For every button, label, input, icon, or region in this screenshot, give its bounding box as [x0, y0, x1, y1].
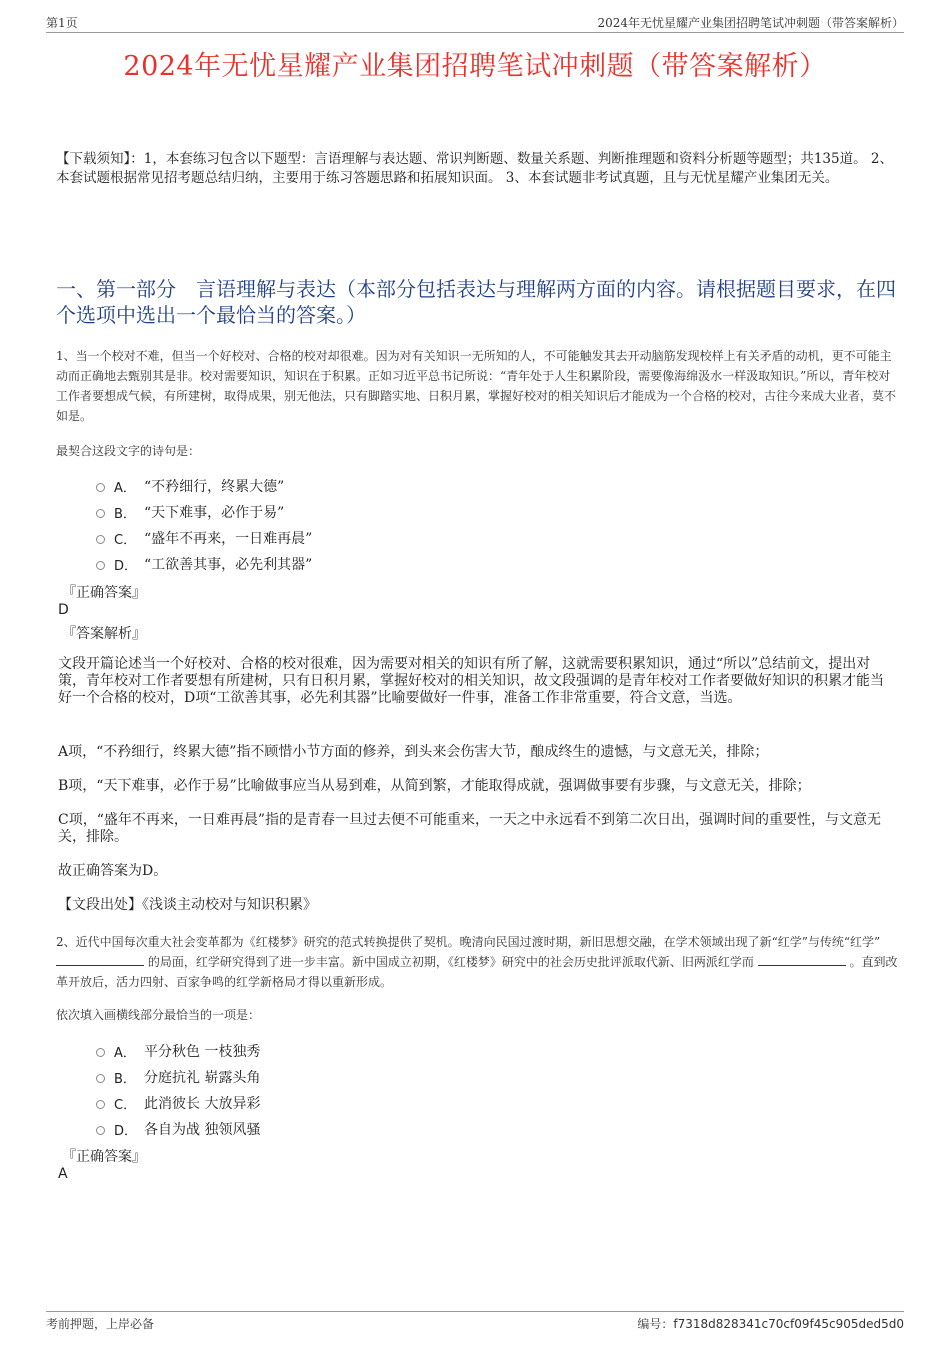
question-2-text — [56, 932, 898, 992]
question-1-analysis-c: C项，“盛年不再来，一日难再晨”指的是青春一旦过去便不可能重来，一天之中永远看不到第二次日出，强调时间的重要性，与文意无关，排除。 — [58, 812, 882, 845]
question-2-option-b[interactable] — [96, 1064, 260, 1090]
question-1-option-d[interactable] — [96, 551, 312, 577]
radio-button[interactable] — [96, 483, 105, 492]
question-2-text-part2: 的局面，红学研究得到了进一步丰富。新中国成立初期，《红楼梦》研究中的社会历史批评派取代新、旧两派红学而 — [147, 955, 754, 969]
option-letter: B． — [114, 1071, 136, 1087]
download-notice: 【下载须知】：1，本套练习包含以下题型：言语理解与表达题、常识判断题、数量关系题、判断推理题和资料分析题等题型；共135道。 2、本套试题根据常见招考题总结归纳，主要用于练习答题思路和拓展知识面。 3、本套试题非考试真题，且与无忧星耀产业集团无关。 — [56, 151, 893, 186]
page-header — [46, 14, 904, 33]
question-1-analysis-main: 文段开篇论述当一个好校对、合格的校对很难，因为需要对相关的知识有所了解，这就需要积累知识，通过“所以”总结前文，提出对策，青年校对工作者要想有所建树，只有日积月累，掌握好校对的相关知识，故文段强调的是青年校对工作者要做好知识的积累才能当好一个合格的校对，D项“工欲善其事，必先利其器”比喻要做好一件事，准备工作非常重要，符合文意，当选。 — [58, 656, 884, 706]
question-2-options — [96, 1038, 260, 1142]
section-title: 一、第一部分 言语理解与表达（本部分包括表达与理解两方面的内容。请根据题目要求，在四个选项中选出一个最恰当的答案。） — [56, 277, 896, 327]
document-title: 2024年无忧星耀产业集团招聘笔试冲刺题（带答案解析） — [123, 51, 827, 82]
question-1-analysis-b: B项，“天下难事，必作于易”比喻做事应当从易到难，从简到繁，才能取得成就，强调做事要有步骤，与文意无关，排除； — [58, 778, 811, 794]
question-1-option-b[interactable] — [96, 499, 312, 525]
option-letter: C． — [114, 1097, 137, 1113]
option-letter: D． — [114, 558, 138, 574]
fill-blank-1 — [56, 953, 144, 966]
question-1-source: 【文段出处】《浅谈主动校对与知识积累》 — [58, 897, 317, 913]
question-2-answer-label: 『正确答案』 — [62, 1149, 146, 1165]
option-text: 平分秋色 一枝独秀 — [144, 1044, 261, 1060]
question-1-option-c[interactable] — [96, 525, 312, 551]
option-text: 分庭抗礼 崭露头角 — [144, 1070, 261, 1086]
question-1-options — [96, 473, 312, 577]
question-1-prompt: 最契合这段文字的诗句是： — [56, 444, 201, 458]
page-number: 第1页 — [46, 16, 78, 30]
option-letter: A． — [114, 480, 136, 496]
question-1-analysis-conclusion: 故正确答案为D。 — [58, 863, 168, 879]
question-1-option-a[interactable] — [96, 473, 312, 499]
radio-button[interactable] — [96, 1100, 105, 1109]
question-1-answer-label: 『正确答案』 — [62, 585, 146, 601]
page-footer — [46, 1311, 904, 1332]
question-2-text-part3: 。直到改革开放后，活力四射、百家争鸣的红学新格局才得以重新形成。 — [56, 955, 898, 989]
question-2-option-a[interactable] — [96, 1038, 260, 1064]
radio-button[interactable] — [96, 1048, 105, 1057]
fill-blank-2 — [758, 953, 846, 966]
question-2-prompt: 依次填入画横线部分最恰当的一项是： — [56, 1008, 261, 1022]
question-1-text: 1、当一个校对不难，但当一个好校对、合格的校对却很难。因为对有关知识一无所知的人，不可能触发其去开动脑筋发现校样上有关矛盾的动机，更不可能主动而正确地去甄别其是非。校对需要知识，知识在于积累。正如习近平总书记所说：“青年处于人生积累阶段，需要像海绵汲水一样汲取知识。”所以，青年校对工作者要想成气候，有所建树，取得成果，别无他法，只有脚踏实地、日积月累，掌握好校对的相关知识后才能成为一个合格的校对，古往今来成大业者，莫不如是。 — [56, 349, 897, 423]
option-text: 各自为战 独领风骚 — [144, 1122, 261, 1138]
header-doc-title: 2024年无忧星耀产业集团招聘笔试冲刺题（带答案解析） — [597, 16, 904, 30]
footer-code — [637, 1315, 904, 1332]
option-text: “盛年不再来，一日难再晨” — [144, 531, 313, 547]
option-letter: B． — [114, 506, 136, 522]
footer-code-value: f7318d828341c70cf09f45c905ded5d0 — [673, 1317, 904, 1331]
option-text: “天下难事，必作于易” — [144, 505, 285, 521]
question-2-answer: A — [58, 1166, 68, 1182]
option-text: “工欲善其事，必先利其器” — [144, 557, 313, 573]
radio-button[interactable] — [96, 509, 105, 518]
question-1-analysis-label: 『答案解析』 — [62, 626, 146, 642]
question-1-analysis-a: A项，“不矜细行，终累大德”指不顾惜小节方面的修养，到头来会伤害大节，酿成终生的遗憾，与文意无关，排除； — [58, 744, 769, 760]
option-letter: D． — [114, 1123, 138, 1139]
option-text: “不矜细行，终累大德” — [144, 479, 285, 495]
question-2-text-part1: 2、近代中国每次重大社会变革都为《红楼梦》研究的范式转换提供了契机。晚清向民国过渡时期，新旧思想交融，在学术领域出现了新“红学”与传统“红学” — [56, 935, 881, 949]
question-2-option-d[interactable] — [96, 1116, 260, 1142]
option-letter: A． — [114, 1045, 136, 1061]
option-text: 此消彼长 大放异彩 — [144, 1096, 261, 1112]
footer-code-label: 编号： — [637, 1317, 674, 1331]
radio-button[interactable] — [96, 1074, 105, 1083]
option-letter: C． — [114, 532, 137, 548]
question-1-answer: D — [58, 602, 69, 618]
question-2-option-c[interactable] — [96, 1090, 260, 1116]
radio-button[interactable] — [96, 1126, 105, 1135]
radio-button[interactable] — [96, 561, 105, 570]
footer-slogan: 考前押题，上岸必备 — [46, 1317, 155, 1331]
radio-button[interactable] — [96, 535, 105, 544]
